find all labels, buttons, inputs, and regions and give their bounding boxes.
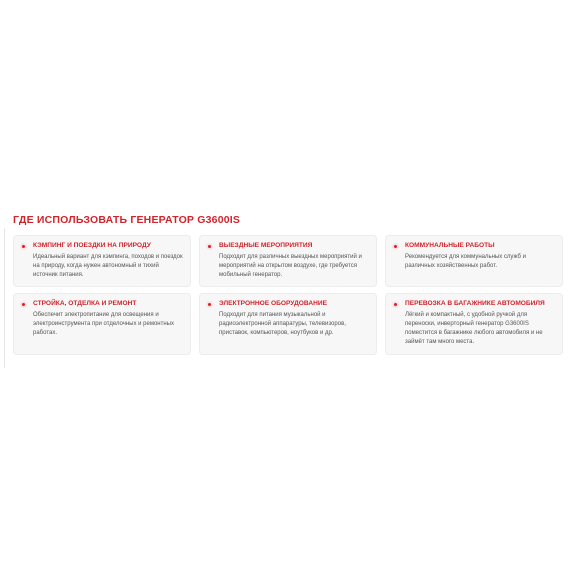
usage-section: [13, 214, 566, 355]
usage-cards-grid: [13, 235, 566, 355]
dot-icon: [392, 301, 399, 308]
dot-icon: [206, 301, 213, 308]
usage-card-car-transport: [385, 293, 563, 355]
card-text: Идеальный вариант для кэмпинга, походов и поездок на природу, когда нужен автономный и тихий источник питания.: [33, 254, 183, 278]
usage-card-utility-work: [385, 235, 563, 287]
section-title: ГДЕ ИСПОЛЬЗОВАТЬ ГЕНЕРАТОР G3600IS: [13, 214, 241, 226]
card-title: ПЕРЕВОЗКА В БАГАЖНИКЕ АВТОМОБИЛЯ: [405, 300, 545, 307]
usage-card-camping: [13, 235, 191, 287]
usage-card-construction: [13, 293, 191, 355]
card-title: ЭЛЕКТРОННОЕ ОБОРУДОВАНИЕ: [219, 300, 327, 307]
card-text: Рекомендуется для коммунальных служб и различных хозяйственных работ.: [405, 254, 526, 269]
card-text: Лёгкий и компактный, с удобной ручкой для переноски, инверторный генератор G3600IS поместится в багажнике любого автомобиля и не займёт там много места.: [405, 312, 543, 345]
left-divider: [4, 228, 5, 368]
dot-icon: [206, 243, 213, 250]
card-text: Обеспечит электропитание для освещения и электроинструмента при отделочных и ремонтных работах.: [33, 312, 174, 336]
card-text: Подходит для питания музыкальной и радиоэлектронной аппаратуры, телевизоров, приставок, компьютеров, ноутбуков и др.: [219, 312, 346, 336]
usage-card-events: [199, 235, 377, 287]
dot-icon: [20, 243, 27, 250]
card-text: Подходит для различных выездных мероприятий и мероприятий на открытом воздухе, где требуется мобильный генератор.: [219, 254, 362, 278]
card-title: КОММУНАЛЬНЫЕ РАБОТЫ: [405, 242, 495, 249]
card-title: КЭМПИНГ И ПОЕЗДКИ НА ПРИРОДУ: [33, 242, 151, 249]
usage-card-electronics: [199, 293, 377, 355]
dot-icon: [392, 243, 399, 250]
card-title: СТРОЙКА, ОТДЕЛКА И РЕМОНТ: [33, 300, 137, 307]
dot-icon: [20, 301, 27, 308]
card-title: ВЫЕЗДНЫЕ МЕРОПРИЯТИЯ: [219, 242, 313, 249]
